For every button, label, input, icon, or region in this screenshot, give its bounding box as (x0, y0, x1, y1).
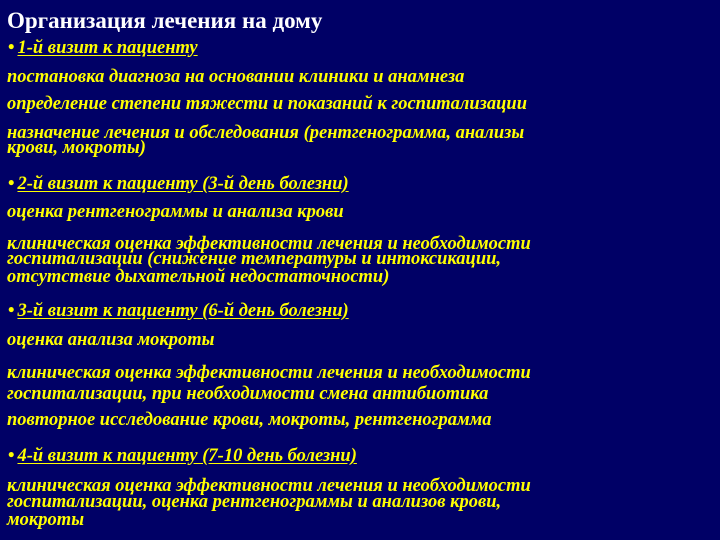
bullet-marker: • (8, 174, 15, 194)
visit-2-item-1: оценка рентгенограммы и анализа крови (7, 202, 344, 222)
visit-1-item-2: определение степени тяжести и показаний к госпитализации (7, 94, 528, 114)
visit-3-item-2: клиническая оценка эффективности лечения и необходимости (7, 363, 531, 383)
visit-2-heading (8, 174, 349, 195)
slide-title: Организация лечения на дому (7, 8, 323, 33)
visit-3-item-1: оценка анализа мокроты (7, 330, 215, 350)
visit-2-item-2-cont2: отсутствие дыхательной недостаточности) (7, 267, 390, 287)
visit-2-item-2: клиническая оценка эффективности лечения и необходимости (7, 234, 531, 254)
visit-4-item-1: клиническая оценка эффективности лечения и необходимости (7, 476, 531, 496)
bullet-marker: • (8, 301, 15, 321)
bullet-marker: • (8, 446, 15, 466)
visit-heading-text: 3-й визит к пациенту (6-й день болезни) (17, 301, 349, 321)
visit-3-item-2-cont: госпитализации, при необходимости смена антибиотика (7, 384, 489, 404)
visit-1-item-1: постановка диагноза на основании клиники и анамнеза (7, 67, 465, 87)
bullet-marker: • (8, 38, 15, 58)
visit-heading-text: 1-й визит к пациенту (17, 38, 198, 58)
visit-4-item-1-cont: госпитализации, оценка рентгенограммы и анализов крови, (7, 492, 502, 512)
visit-1-item-3-cont: крови, мокроты) (7, 138, 146, 158)
visit-4-item-1-cont2: мокроты (7, 510, 85, 530)
visit-2-item-2-cont: госпитализации (снижение температуры и интоксикации, (7, 249, 502, 269)
visit-4-heading (8, 446, 357, 467)
visit-heading-text: 4-й визит к пациенту (7-10 день болезни) (17, 446, 357, 466)
visit-heading-text: 2-й визит к пациенту (3-й день болезни) (17, 174, 349, 194)
visit-1-heading (8, 38, 198, 59)
visit-3-item-3: повторное исследование крови, мокроты, рентгенограмма (7, 410, 492, 430)
visit-1-item-3: назначение лечения и обследования (рентгенограмма, анализы (7, 123, 525, 143)
visit-3-heading (8, 301, 349, 322)
